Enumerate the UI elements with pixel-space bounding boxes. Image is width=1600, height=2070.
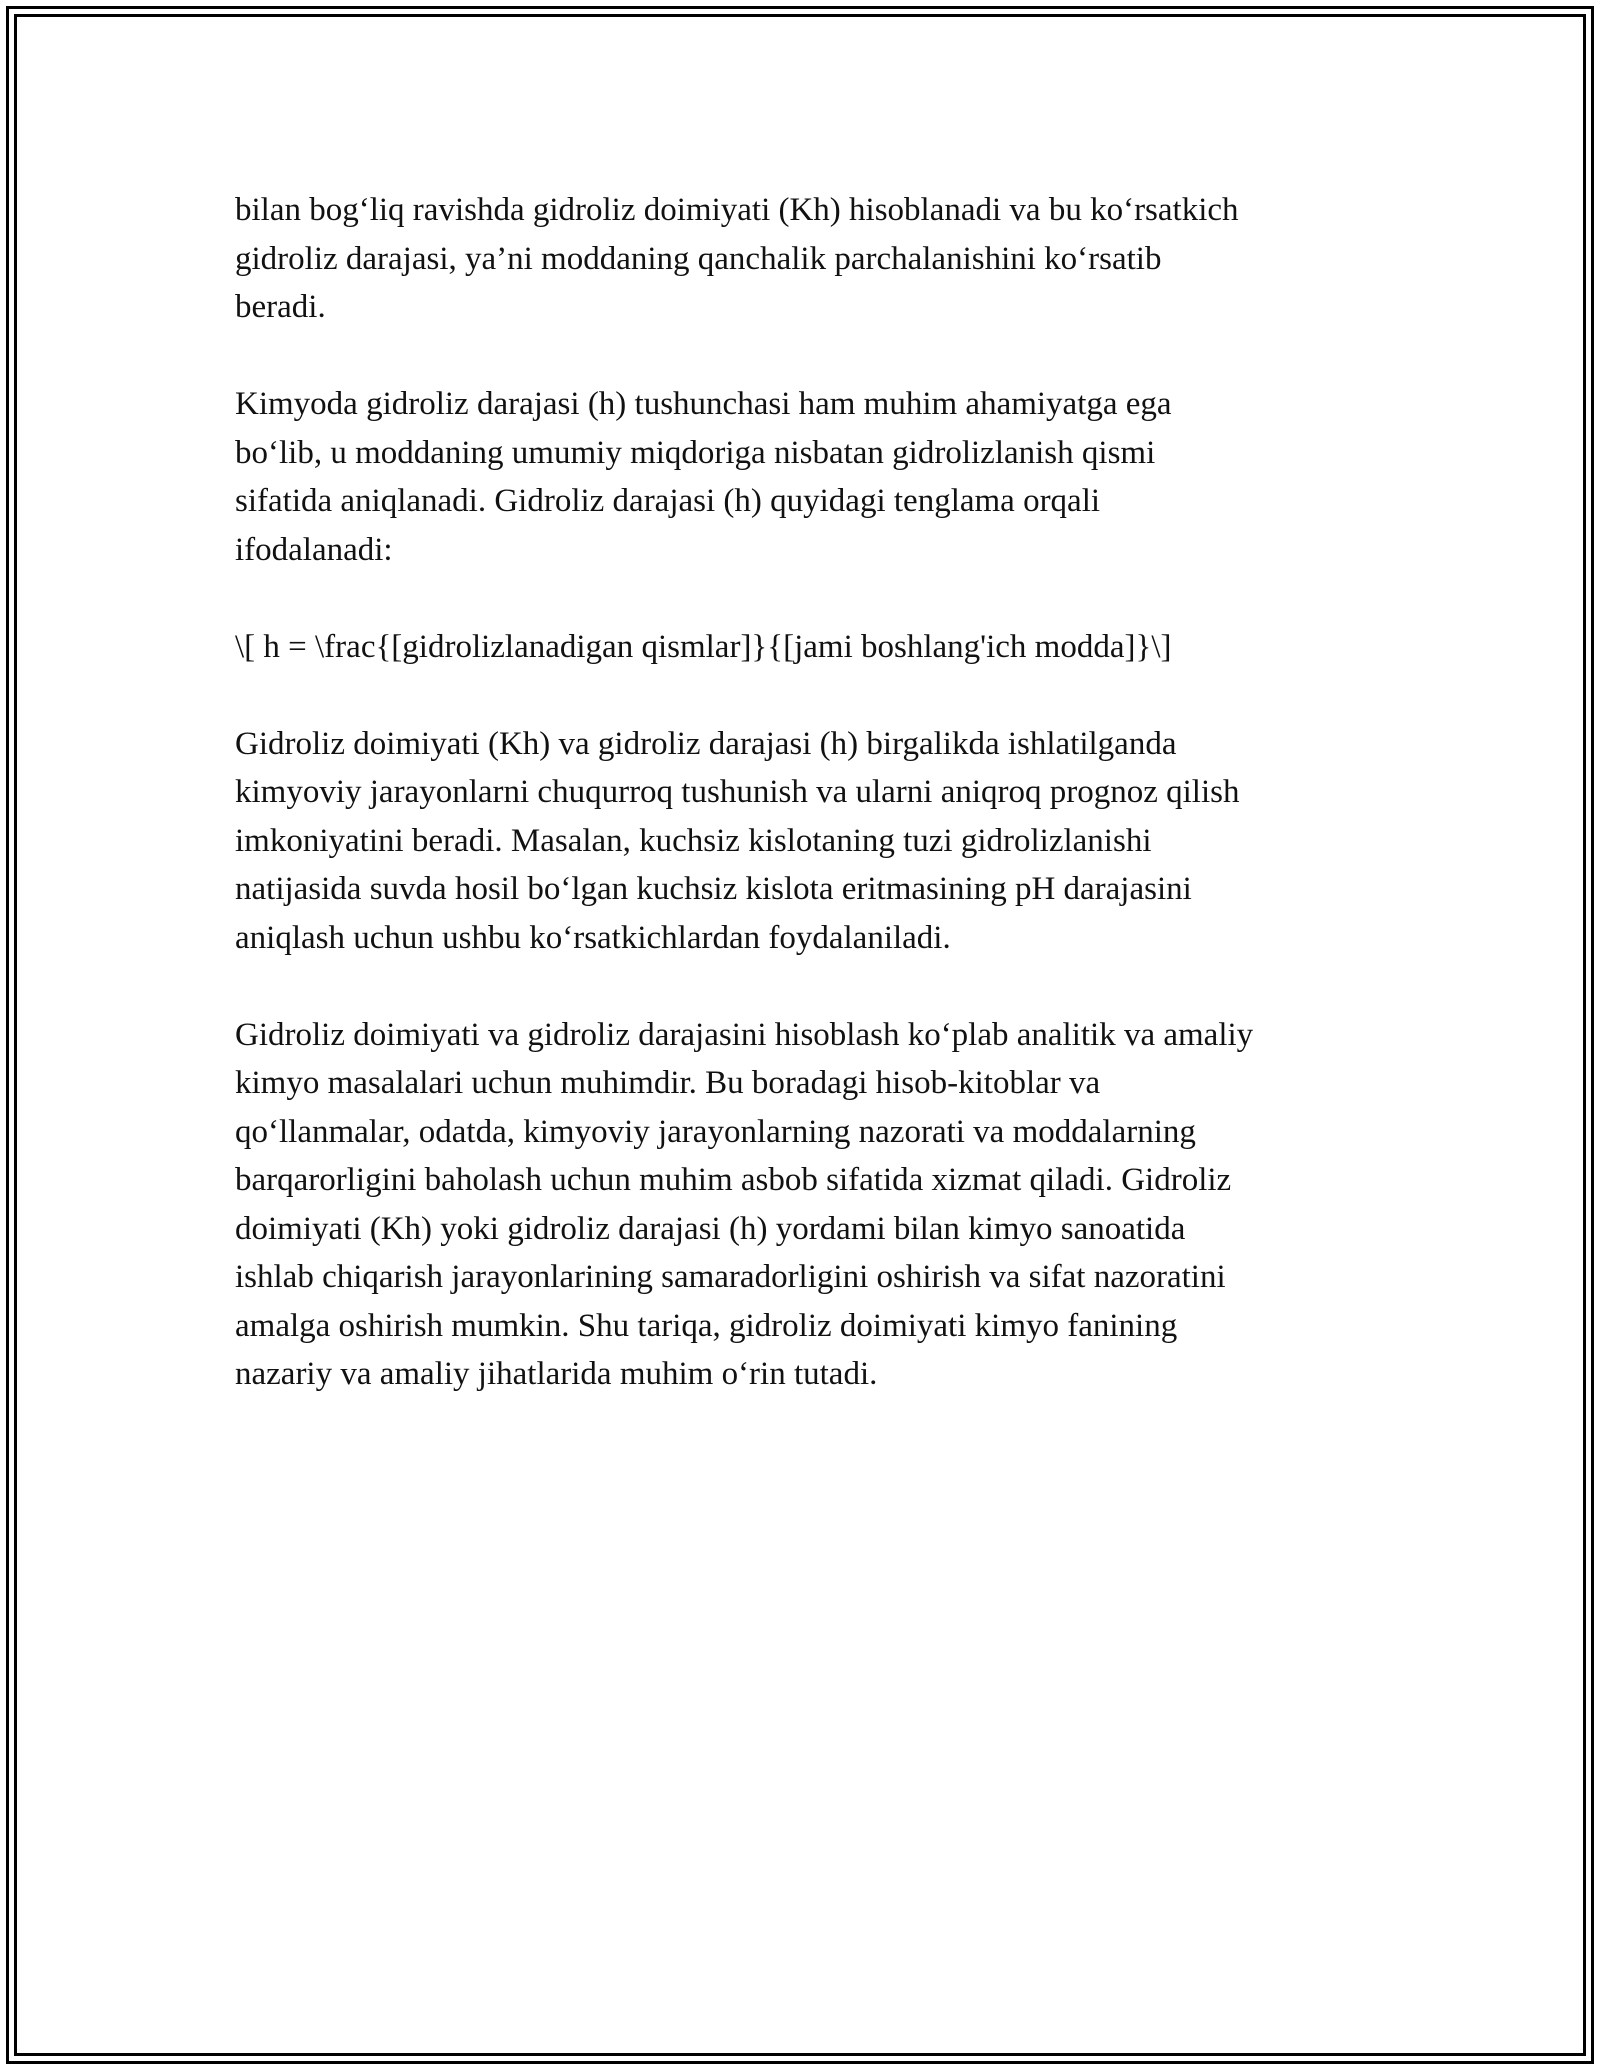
text-line: natijasida suvda hosil bo‘lgan kuchsiz kislota eritmasining pH darajasini xyxy=(235,871,1192,907)
text-line: amalga oshirish mumkin. Shu tariqa, gidroliz doimiyati kimyo fanining xyxy=(235,1307,1178,1344)
equation-text: \[ h = \frac{[gidrolizlanadigan qismlar]}{[jami boshlang'ich modda]}\] xyxy=(235,628,1172,665)
text-line: beradi. xyxy=(235,289,326,325)
text-line: ishlab chiqarish jarayonlarining samaradorligini oshirish va sifat nazoratini xyxy=(235,1259,1226,1295)
text-line: bilan bog‘liq ravishda gidroliz doimiyati (Kh) hisoblanadi va bu ko‘rsatkich xyxy=(235,192,1239,228)
text-line: Gidroliz doimiyati va gidroliz darajasini hisoblash ko‘plab analitik va amaliy xyxy=(235,1016,1254,1053)
text-line: imkoniyatini beradi. Masalan, kuchsiz kislotaning tuzi gidrolizlanishi xyxy=(235,822,1152,859)
text-line: qo‘llanmalar, odatda, kimyoviy jarayonlarning nazorati va moddalarning xyxy=(235,1113,1196,1150)
equation-paragraph xyxy=(235,623,1375,672)
text-line: aniqlash uchun ushbu ko‘rsatkichlardan foydalaniladi. xyxy=(235,919,951,956)
text-line: bo‘lib, u moddaning umumiy miqdoriga nisbatan gidrolizlanish qismi xyxy=(235,434,1156,471)
paragraph-1 xyxy=(235,186,1375,332)
paragraph-4 xyxy=(235,720,1375,963)
document-body xyxy=(235,186,1375,1447)
text-line: doimiyati (Kh) yoki gidroliz darajasi (h) yordami bilan kimyo sanoatida xyxy=(235,1210,1186,1247)
text-line: nazariy va amaliy jihatlarida muhim o‘rin tutadi. xyxy=(235,1356,878,1392)
text-line: kimyoviy jarayonlarni chuqurroq tushunish va ularni aniqroq prognoz qilish xyxy=(235,774,1240,810)
text-line: kimyo masalalari uchun muhimdir. Bu boradagi hisob-kitoblar va xyxy=(235,1065,1101,1101)
text-line: gidroliz darajasi, ya’ni moddaning qanchalik parchalanishini ko‘rsatib xyxy=(235,240,1162,277)
paragraph-5 xyxy=(235,1011,1375,1399)
text-line: barqarorligini baholash uchun muhim asbob sifatida xizmat qiladi. Gidroliz xyxy=(235,1162,1232,1198)
paragraph-2 xyxy=(235,380,1375,574)
text-line: Gidroliz doimiyati (Kh) va gidroliz darajasi (h) birgalikda ishlatilganda xyxy=(235,725,1177,762)
text-line: sifatida aniqlanadi. Gidroliz darajasi (h) quyidagi tenglama orqali xyxy=(235,483,1101,519)
text-line: Kimyoda gidroliz darajasi (h) tushunchasi ham muhim ahamiyatga ega xyxy=(235,386,1172,422)
text-line: ifodalanadi: xyxy=(235,531,393,568)
